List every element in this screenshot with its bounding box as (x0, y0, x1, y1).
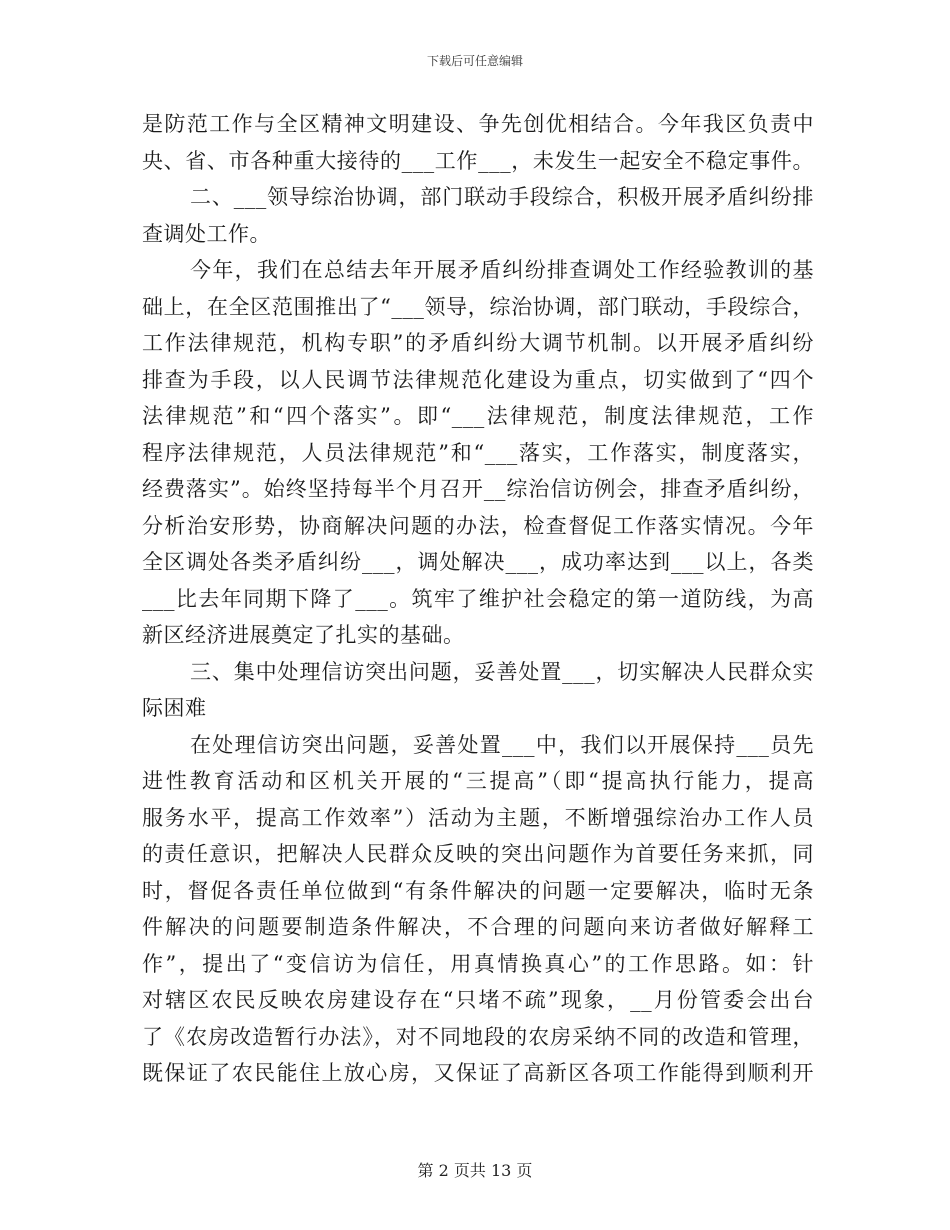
text-line: 分析治安形势，协商解决问题的办法，检查督促工作落实情况。今年 (142, 513, 814, 538)
text-line: 经费落实”。始终坚持每半个月召开__综治信访例会，排查矛盾纠纷， (142, 477, 814, 501)
text-line: 际困难 (142, 696, 207, 720)
text-line: 法律规范”和“四个落实”。即“___法律规范，制度法律规范，工作 (142, 404, 814, 428)
text-line: 件解决的问题要制造条件解决，不合理的问题向来访者做好解释工 (142, 915, 814, 939)
text-line: 进性教育活动和区机关开展的“三提高”（即“提高执行能力，提高 (142, 769, 814, 793)
text-line: 既保证了农民能住上放心房，又保证了高新区各项工作能得到顺利开 (142, 1061, 814, 1085)
text-line: 工作法律规范，机构专职”的矛盾纠纷大调节机制。以开展矛盾纠纷 (142, 331, 814, 355)
text-line: ___比去年同期下降了___。筑牢了维护社会稳定的第一道防线，为高 (142, 586, 814, 611)
text-line: 今年，我们在总结去年开展矛盾纠纷排查调处工作经验教训的基 (190, 258, 814, 282)
page-number: 第 2 页共 13 页 (417, 1161, 533, 1180)
text-line: 查调处工作。 (142, 221, 271, 246)
document-body (142, 106, 814, 1092)
text-line: 央、省、市各种重大接待的___工作___，未发生一起安全不稳定事件。 (142, 148, 814, 173)
text-line: 作”，提出了“变信访为信任，用真情换真心”的工作思路。如：针 (142, 951, 814, 976)
text-line: 了《农房改造暂行办法》，对不同地段的农房采纳不同的改造和管理， (142, 1024, 814, 1049)
text-line: 程序法律规范，人员法律规范”和“___落实，工作落实，制度落实， (142, 440, 814, 465)
text-line: 础上，在全区范围推出了“___领导，综治协调，部门联动，手段综合， (142, 294, 814, 319)
text-line: 排查为手段，以人民调节法律规范化建设为重点，切实做到了“四个 (142, 367, 814, 392)
text-line: 在处理信访突出问题，妥善处置___中，我们以开展保持___员先 (190, 732, 814, 757)
text-line: 时，督促各责任单位做到“有条件解决的问题一定要解决，临时无条 (142, 878, 814, 903)
text-line: 的责任意识，把解决人民群众反映的突出问题作为首要任务来抓，同 (142, 842, 814, 866)
text-line: 三、集中处理信访突出问题，妥善处置___，切实解决人民群众实 (190, 659, 814, 684)
text-line: 服务水平，提高工作效率”）活动为主题，不断增强综治办工作人员 (142, 805, 814, 830)
page-header-note: 下载后可任意编辑 (426, 54, 523, 68)
text-line: 新区经济进展奠定了扎实的基础。 (142, 623, 465, 647)
text-line: 二、___领导综治协调，部门联动手段综合，积极开展矛盾纠纷排 (190, 185, 814, 209)
text-line: 是防范工作与全区精神文明建设、争先创优相结合。今年我区负责中 (142, 112, 814, 136)
text-line: 全区调处各类矛盾纠纷___，调处解决___，成功率达到___以上，各类 (142, 550, 814, 574)
text-line: 对辖区农民反映农房建设存在“只堵不疏”现象，__月份管委会出台 (142, 988, 814, 1012)
